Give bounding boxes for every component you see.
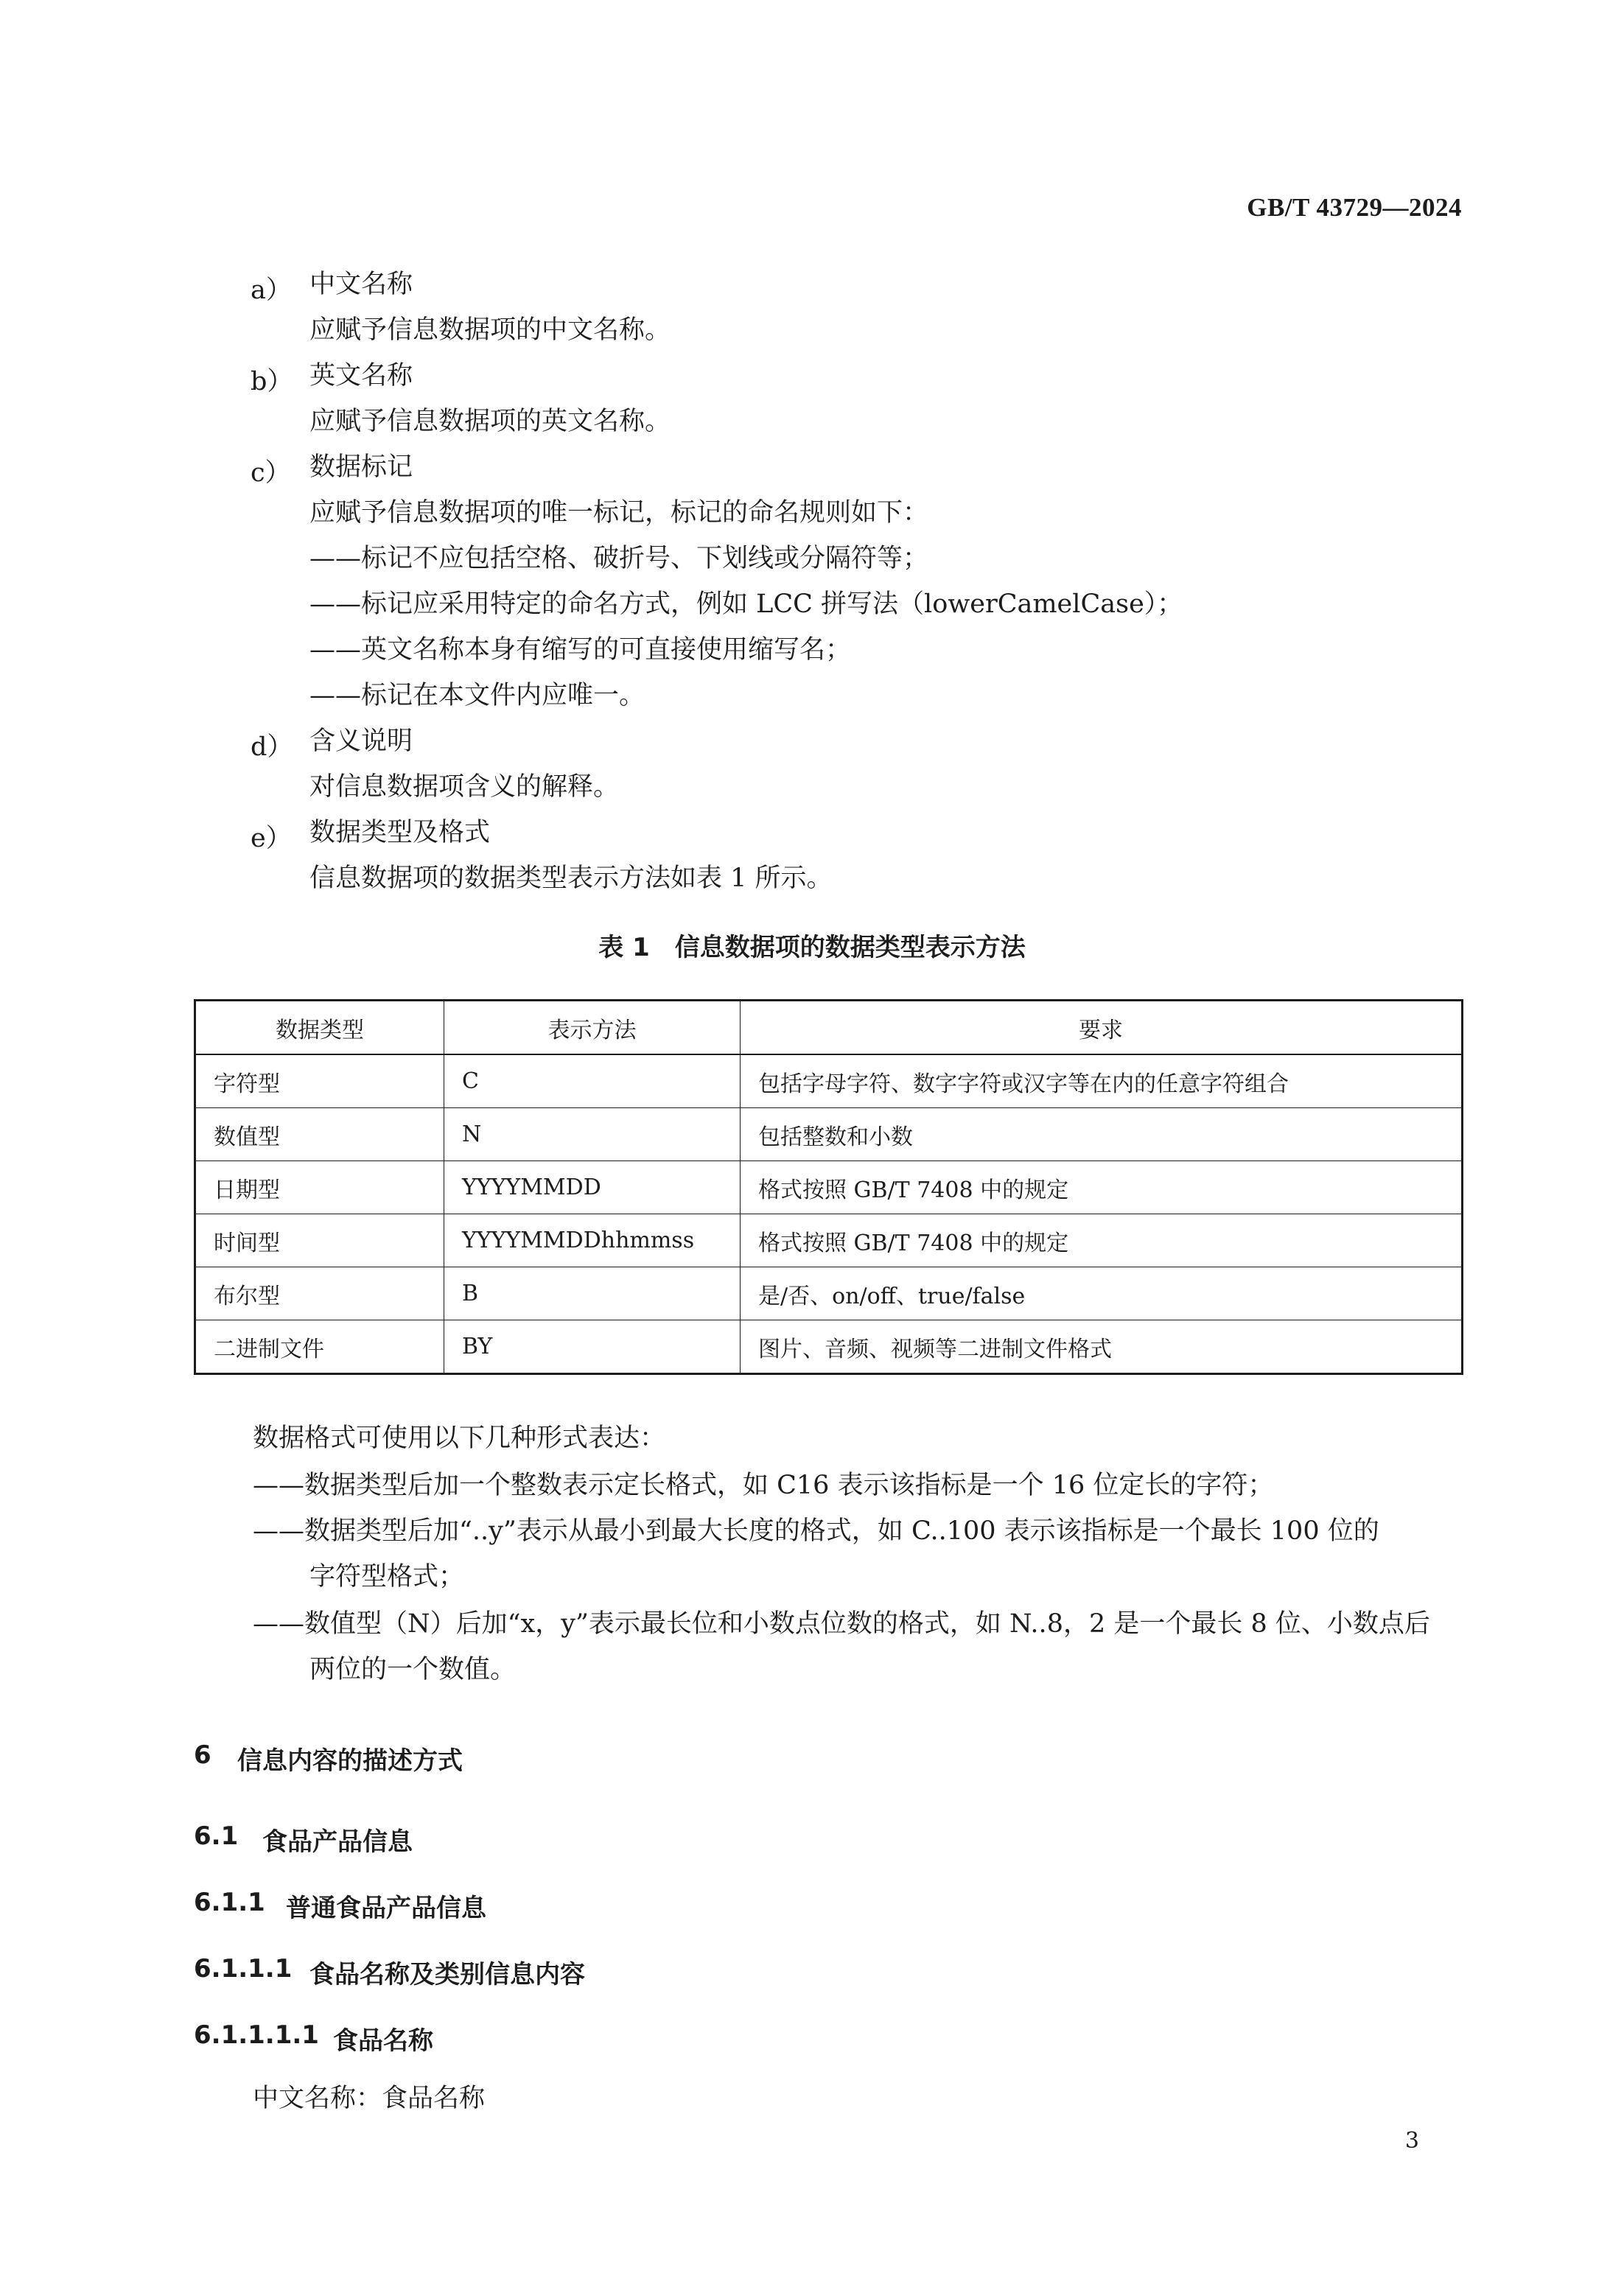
table-row — [195, 1267, 1463, 1320]
item-b-label: b） — [251, 367, 293, 396]
page-number: 3 — [1404, 2128, 1419, 2154]
table-cell: 包括整数和小数 — [741, 1108, 1463, 1161]
item-a-line: 应赋予信息数据项的中文名称。 — [309, 315, 671, 345]
section-heading-title: 食品名称及类别信息内容 — [309, 1960, 585, 1989]
item-d-line: 对信息数据项含义的解释。 — [309, 772, 620, 802]
section-heading-title: 普通食品产品信息 — [286, 1894, 486, 1923]
table-row — [195, 1108, 1463, 1161]
item-c-label: c） — [251, 458, 291, 488]
table-header-cell: 要求 — [741, 1001, 1463, 1055]
format-bullet-continuation: 字符型格式； — [309, 1562, 465, 1592]
table-cell: 时间型 — [195, 1214, 444, 1267]
chinese-name-line: 中文名称：食品名称 — [253, 2084, 486, 2113]
table-header-row — [195, 1001, 1463, 1055]
table-row — [195, 1214, 1463, 1267]
item-e-line: 信息数据项的数据类型表示方法如表 1 所示。 — [309, 864, 833, 893]
format-bullet-continuation: 两位的一个数值。 — [309, 1655, 517, 1684]
table-cell: 格式按照 GB/T 7408 中的规定 — [741, 1214, 1463, 1267]
standard-number: GB/T 43729—2024 — [1247, 193, 1462, 222]
table-row — [195, 1054, 1463, 1108]
item-e-label: e） — [251, 824, 292, 853]
section-heading-title: 信息内容的描述方式 — [237, 1746, 463, 1776]
section-heading-number: 6.1 — [194, 1821, 239, 1851]
item-a-title: 中文名称 — [309, 270, 413, 299]
table-cell: 二进制文件 — [195, 1320, 444, 1374]
item-c-line: 应赋予信息数据项的唯一标记，标记的命名规则如下： — [309, 498, 929, 528]
format-intro: 数据格式可使用以下几种形式表达： — [253, 1424, 666, 1453]
table-cell: B — [444, 1267, 741, 1320]
section-heading-number: 6 — [194, 1740, 211, 1770]
format-bullet: ——数据类型后加“..y”表示从最小到最大长度的格式，如 C..100 表示该指标是一个最长 100 位的 — [253, 1516, 1379, 1546]
table-caption: 表 1 信息数据项的数据类型表示方法 — [598, 933, 1026, 962]
item-c-title: 数据标记 — [309, 452, 413, 482]
item-b-title: 英文名称 — [309, 361, 413, 391]
item-b-line: 应赋予信息数据项的英文名称。 — [309, 407, 671, 436]
table-header-cell: 表示方法 — [444, 1001, 741, 1055]
section-heading-number: 6.1.1 — [194, 1888, 265, 1917]
table-header-cell: 数据类型 — [195, 1001, 444, 1055]
table-cell: 包括字母字符、数字字符或汉字等在内的任意字符组合 — [741, 1054, 1463, 1108]
section-heading-number: 6.1.1.1.1 — [194, 2020, 319, 2050]
table-cell: 是/否、on/off、true/false — [741, 1267, 1463, 1320]
section-heading-title: 食品名称 — [333, 2026, 433, 2056]
table-cell: C — [444, 1054, 741, 1108]
table-cell: 图片、音频、视频等二进制文件格式 — [741, 1320, 1463, 1374]
item-c-rule: ——标记应采用特定的命名方式，例如 LCC 拼写法（lowerCamelCase）； — [309, 589, 1183, 619]
table-cell: 布尔型 — [195, 1267, 444, 1320]
section-heading-number: 6.1.1.1 — [194, 1954, 293, 1984]
format-bullet: ——数据类型后加一个整数表示定长格式，如 C16 表示该指标是一个 16 位定长的字符； — [253, 1471, 1274, 1500]
table-cell: 数值型 — [195, 1108, 444, 1161]
item-e-title: 数据类型及格式 — [309, 818, 491, 847]
item-c-rule: ——标记在本文件内应唯一。 — [309, 681, 645, 710]
data-type-table — [194, 999, 1463, 1375]
table-cell: YYYYMMDDhhmmss — [444, 1214, 741, 1267]
table-cell: 格式按照 GB/T 7408 中的规定 — [741, 1161, 1463, 1214]
table-cell: 字符型 — [195, 1054, 444, 1108]
item-c-rule: ——英文名称本身有缩写的可直接使用缩写名； — [309, 635, 852, 665]
item-d-title: 含义说明 — [309, 727, 413, 756]
format-bullet: ——数值型（N）后加“x，y”表示最长位和小数点位数的格式，如 N..8，2 是一个最长 8 位、小数点后 — [253, 1609, 1430, 1639]
item-a-label: a） — [251, 276, 292, 305]
section-heading-title: 食品产品信息 — [262, 1827, 413, 1857]
table-cell: YYYYMMDD — [444, 1161, 741, 1214]
item-c-rule: ——标记不应包括空格、破折号、下划线或分隔符等； — [309, 544, 929, 573]
table-row — [195, 1161, 1463, 1214]
table-cell: 日期型 — [195, 1161, 444, 1214]
item-d-label: d） — [251, 732, 293, 762]
table-cell: N — [444, 1108, 741, 1161]
table-row — [195, 1320, 1463, 1374]
table-cell: BY — [444, 1320, 741, 1374]
